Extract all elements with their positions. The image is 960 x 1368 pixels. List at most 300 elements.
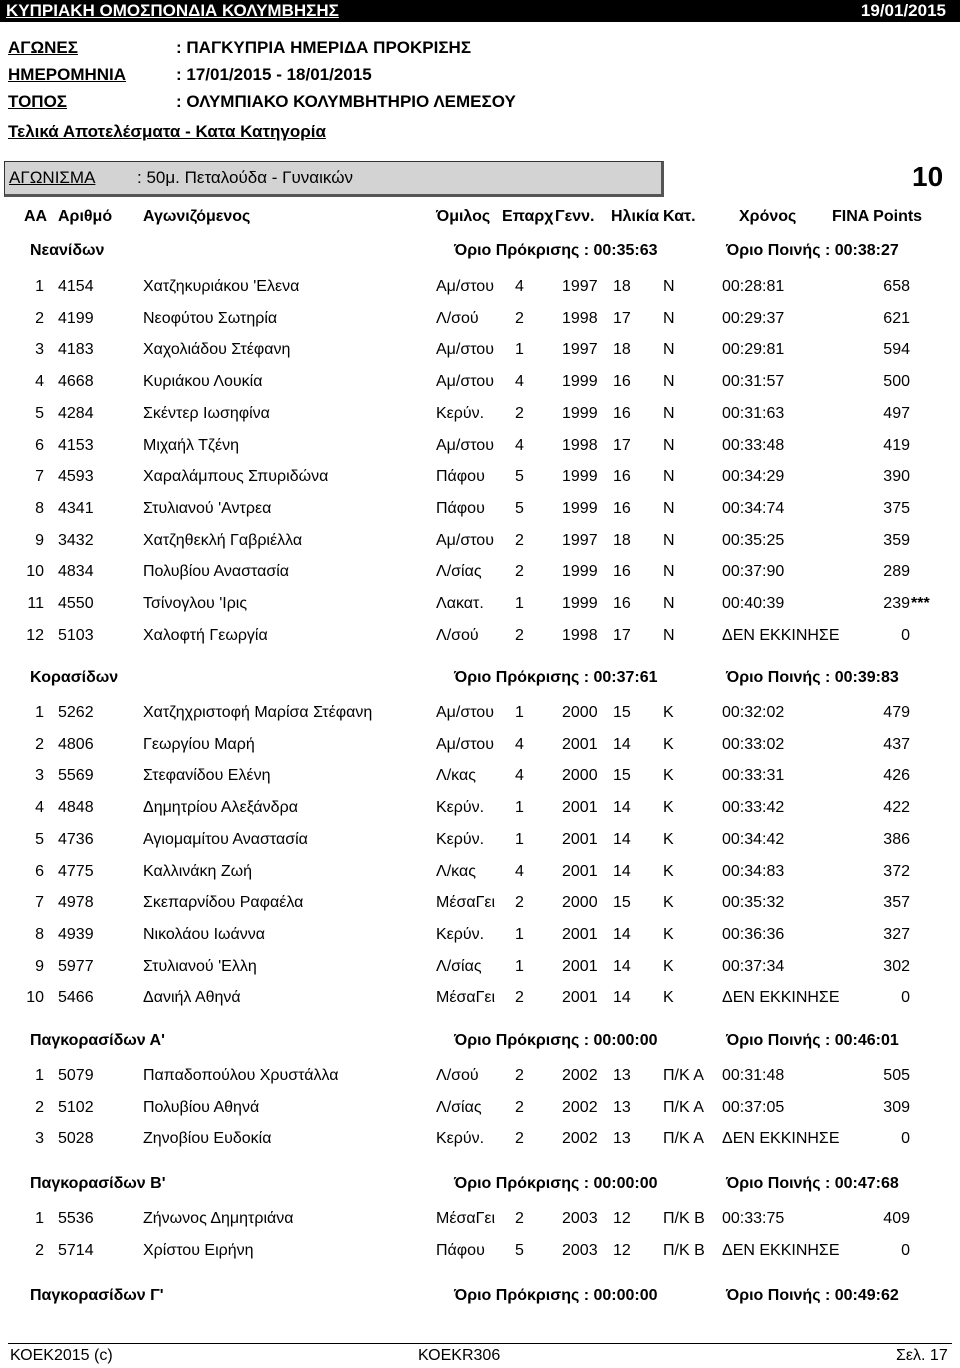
birth-year-cell: 2001: [562, 989, 598, 1007]
table-row: [0, 627, 960, 649]
club-cell: Λ/σίας: [436, 563, 482, 581]
points-cell: 327: [883, 925, 910, 943]
category-cell: Κ: [663, 989, 674, 1007]
club-cell: Αμ/στου: [436, 531, 494, 549]
category-cell: Κ: [663, 767, 674, 785]
rank-cell: 11: [27, 595, 44, 612]
penalty-limit: Όριο Ποινής : 00:46:01: [726, 1032, 899, 1049]
athlete-name-cell: Πολυβίου Αναστασία: [143, 563, 290, 581]
time-cell: ΔΕΝ ΕΚΚΙΝΗΣΕ: [722, 989, 840, 1007]
time-cell: 00:37:05: [722, 1098, 785, 1116]
col-age: Ηλικία: [611, 208, 660, 225]
points-cell: 359: [883, 531, 910, 549]
footer-copyright: ΚΟΕΚ2015 (c): [10, 1347, 113, 1364]
time-cell: 00:33:02: [722, 735, 785, 753]
rank-cell: 6: [35, 436, 44, 454]
athlete-id-cell: 5028: [58, 1130, 94, 1148]
col-club: Όμιλος: [436, 208, 491, 225]
col-category: Κατ.: [663, 208, 696, 225]
table-row: [0, 437, 960, 459]
table-row: [0, 595, 960, 617]
athlete-id-cell: 4183: [58, 341, 94, 359]
time-cell: 00:36:36: [722, 925, 785, 943]
rank-cell: 4: [35, 799, 44, 817]
age-cell: 18: [613, 341, 631, 359]
club-cell: Λ/σίας: [436, 1098, 482, 1116]
category-cell: Π/Κ Β: [663, 1210, 705, 1227]
athlete-name-cell: Στυλιανού 'Αντρεα: [143, 499, 272, 517]
category-cell: Ν: [663, 531, 675, 549]
category-cell: Κ: [663, 799, 674, 817]
table-row: [0, 704, 960, 726]
points-cell: 375: [883, 499, 910, 517]
athlete-id-cell: 4978: [58, 894, 94, 912]
category-cell: Κ: [663, 894, 674, 912]
athlete-name-cell: Χατζηκυριάκου 'Ελενα: [143, 278, 300, 295]
category-cell: Ν: [663, 278, 675, 295]
rank-cell: 8: [35, 925, 44, 943]
table-row: [0, 799, 960, 821]
birth-year-cell: 2001: [562, 830, 598, 848]
age-cell: 13: [613, 1130, 631, 1148]
athlete-name-cell: Κυριάκου Λουκία: [143, 373, 263, 391]
rank-cell: 3: [35, 1130, 44, 1148]
category-header: [0, 1032, 960, 1054]
rank-cell: 1: [35, 278, 44, 295]
birth-year-cell: 1997: [562, 531, 598, 549]
table-row: [0, 278, 960, 300]
athlete-id-cell: 3432: [58, 531, 94, 549]
time-cell: 00:34:83: [722, 862, 785, 880]
category-cell: Π/Κ Α: [663, 1130, 704, 1148]
athlete-id-cell: 5536: [58, 1210, 94, 1227]
points-cell: 0: [901, 626, 910, 644]
district-cell: 4: [515, 862, 524, 880]
table-row: [0, 310, 960, 332]
district-cell: 1: [515, 595, 524, 612]
birth-year-cell: 2003: [562, 1241, 598, 1259]
time-cell: ΔΕΝ ΕΚΚΙΝΗΣΕ: [722, 1130, 840, 1148]
print-date: 19/01/2015: [860, 1, 946, 20]
col-aa: ΑΑ: [24, 208, 48, 225]
birth-year-cell: 2001: [562, 862, 598, 880]
district-cell: 1: [515, 830, 524, 848]
athlete-id-cell: 5102: [58, 1098, 94, 1116]
rank-cell: 2: [35, 309, 44, 327]
club-cell: Πάφου: [436, 499, 485, 517]
club-cell: Αμ/στου: [436, 278, 494, 295]
rank-cell: 5: [35, 830, 44, 848]
category-cell: Ν: [663, 341, 675, 359]
age-cell: 16: [613, 468, 631, 486]
athlete-id-cell: 5262: [58, 704, 94, 721]
athlete-name-cell: Χατζηθεκλή Γαβριέλλα: [143, 531, 303, 549]
time-cell: 00:33:75: [722, 1210, 785, 1227]
meta-label: ΗΜΕΡΟΜΗΝΙΑ: [8, 65, 127, 84]
birth-year-cell: 1999: [562, 595, 598, 612]
time-cell: 00:35:25: [722, 531, 785, 549]
table-row: [0, 532, 960, 554]
category-cell: Κ: [663, 957, 674, 975]
category-cell: Π/Κ Α: [663, 1067, 704, 1084]
age-cell: 16: [613, 404, 631, 422]
points-cell: 372: [883, 862, 910, 880]
age-cell: 15: [613, 894, 631, 912]
athlete-name-cell: Χαραλάμπους Σπυριδώνα: [143, 468, 329, 486]
time-cell: 00:28:81: [722, 278, 785, 295]
category-cell: Ν: [663, 499, 675, 517]
club-cell: Αμ/στου: [436, 341, 494, 359]
club-cell: Πάφου: [436, 1241, 485, 1259]
organization-name: ΚΥΠΡΙΑΚΗ ΟΜΟΣΠΟΝΔΙΑ ΚΟΛΥΜΒΗΣΗΣ: [6, 1, 339, 20]
district-cell: 4: [515, 767, 524, 785]
table-row: [0, 1130, 960, 1152]
category-cell: Κ: [663, 704, 674, 721]
athlete-id-cell: 4834: [58, 563, 94, 581]
time-cell: 00:34:42: [722, 830, 785, 848]
points-cell: 289: [883, 563, 910, 581]
time-cell: 00:31:63: [722, 404, 785, 422]
table-row: [0, 1210, 960, 1232]
footer-page-number: Σελ. 17: [896, 1347, 948, 1364]
age-cell: 13: [613, 1067, 631, 1084]
club-cell: Αμ/στου: [436, 436, 494, 454]
table-row: [0, 958, 960, 980]
points-cell: 357: [883, 894, 910, 912]
rank-cell: 6: [35, 862, 44, 880]
age-cell: 14: [613, 735, 631, 753]
athlete-id-cell: 5079: [58, 1067, 94, 1084]
district-cell: 1: [515, 957, 524, 975]
athlete-id-cell: 4775: [58, 862, 94, 880]
points-cell: 437: [883, 735, 910, 753]
time-cell: 00:40:39: [722, 595, 785, 612]
age-cell: 14: [613, 989, 631, 1007]
rank-cell: 3: [35, 341, 44, 359]
athlete-name-cell: Δημητρίου Αλεξάνδρα: [143, 799, 298, 817]
age-cell: 13: [613, 1098, 631, 1116]
category-cell: Κ: [663, 830, 674, 848]
table-row: [0, 894, 960, 916]
rank-cell: 4: [35, 373, 44, 391]
club-cell: Πάφου: [436, 468, 485, 486]
athlete-name-cell: Στυλιανού 'Ελλη: [143, 957, 257, 975]
rank-cell: 10: [26, 989, 44, 1007]
district-cell: 2: [515, 1067, 524, 1084]
club-cell: Κερύν.: [436, 1130, 485, 1148]
category-name: Νεανίδων: [30, 242, 105, 259]
age-cell: 16: [613, 563, 631, 581]
table-row: [0, 863, 960, 885]
athlete-id-cell: 4806: [58, 735, 94, 753]
birth-year-cell: 1999: [562, 563, 598, 581]
points-cell: 0: [901, 989, 910, 1007]
time-cell: 00:34:74: [722, 499, 785, 517]
birth-year-cell: 2001: [562, 735, 598, 753]
district-cell: 2: [515, 989, 524, 1007]
club-cell: Κερύν.: [436, 799, 485, 817]
points-cell: 505: [883, 1067, 910, 1084]
birth-year-cell: 2000: [562, 894, 598, 912]
athlete-name-cell: Τσίνογλου 'Ιρις: [143, 595, 248, 612]
meta-value: : ΠΑΓΚΥΠΡΙΑ ΗΜΕΡΙΔΑ ΠΡΟΚΡΙΣΗΣ: [176, 38, 472, 57]
age-cell: 17: [613, 309, 631, 327]
table-row: [0, 500, 960, 522]
club-cell: Λ/κας: [436, 767, 476, 785]
birth-year-cell: 1999: [562, 373, 598, 391]
points-cell: 386: [883, 830, 910, 848]
table-row: [0, 831, 960, 853]
time-cell: 00:32:02: [722, 704, 785, 721]
club-cell: Λ/σού: [436, 1067, 479, 1084]
athlete-id-cell: 5466: [58, 989, 94, 1007]
report-subtitle: Τελικά Αποτελέσματα - Κατα Κατηγορία: [8, 122, 326, 141]
district-cell: 2: [515, 1130, 524, 1148]
birth-year-cell: 2000: [562, 704, 598, 721]
birth-year-cell: 2001: [562, 925, 598, 943]
time-cell: 00:31:57: [722, 373, 785, 391]
club-cell: ΜέσαΓει: [436, 989, 496, 1007]
age-cell: 17: [613, 626, 631, 644]
district-cell: 4: [515, 373, 524, 391]
time-cell: 00:35:32: [722, 894, 785, 912]
club-cell: Αμ/στου: [436, 735, 494, 753]
category-cell: Ν: [663, 404, 675, 422]
athlete-name-cell: Χατζηχριστοφή Μαρίσα Στέφανη: [143, 704, 373, 721]
athlete-name-cell: Ζήνωνος Δημητριάνα: [143, 1210, 294, 1227]
age-cell: 17: [613, 436, 631, 454]
category-cell: Ν: [663, 309, 675, 327]
time-cell: ΔΕΝ ΕΚΚΙΝΗΣΕ: [722, 626, 840, 644]
club-cell: ΜέσαΓει: [436, 894, 496, 912]
birth-year-cell: 1998: [562, 626, 598, 644]
age-cell: 16: [613, 373, 631, 391]
district-cell: 2: [515, 1098, 524, 1116]
district-cell: 5: [515, 1241, 524, 1259]
club-cell: Κερύν.: [436, 925, 485, 943]
points-cell: 390: [883, 468, 910, 486]
col-born: Γενν.: [555, 208, 595, 225]
athlete-id-cell: 5569: [58, 767, 94, 785]
club-cell: Λ/κας: [436, 862, 476, 880]
penalty-limit: Όριο Ποινής : 00:39:83: [726, 669, 899, 686]
district-cell: 2: [515, 626, 524, 644]
athlete-id-cell: 4668: [58, 373, 94, 391]
time-cell: 00:37:90: [722, 563, 785, 581]
age-cell: 15: [613, 767, 631, 785]
age-cell: 12: [613, 1210, 631, 1227]
category-cell: Ν: [663, 468, 675, 486]
time-cell: 00:34:29: [722, 468, 785, 486]
rank-cell: 12: [26, 626, 44, 644]
category-name: Παγκορασίδων Α': [30, 1032, 165, 1049]
meta-label: ΤΟΠΟΣ: [8, 92, 68, 111]
birth-year-cell: 2002: [562, 1130, 598, 1148]
birth-year-cell: 2002: [562, 1098, 598, 1116]
time-cell: 00:33:42: [722, 799, 785, 817]
points-cell: 419: [883, 436, 910, 454]
birth-year-cell: 1999: [562, 404, 598, 422]
district-cell: 1: [515, 341, 524, 359]
points-cell: 658: [883, 278, 910, 295]
athlete-name-cell: Καλλινάκη Ζωή: [143, 862, 253, 880]
event-label: ΑΓΩΝΙΣΜΑ: [9, 168, 96, 187]
time-cell: ΔΕΝ ΕΚΚΙΝΗΣΕ: [722, 1241, 840, 1259]
athlete-id-cell: 4341: [58, 499, 94, 517]
category-cell: Κ: [663, 925, 674, 943]
birth-year-cell: 1998: [562, 309, 598, 327]
birth-year-cell: 2000: [562, 767, 598, 785]
district-cell: 4: [515, 436, 524, 454]
athlete-name-cell: Χαχολιάδου Στέφανη: [143, 341, 291, 359]
points-cell: 594: [883, 341, 910, 359]
district-cell: 2: [515, 894, 524, 912]
rank-cell: 5: [35, 404, 44, 422]
age-cell: 14: [613, 799, 631, 817]
table-row: [0, 926, 960, 948]
points-cell: 239: [883, 595, 910, 612]
district-cell: 1: [515, 799, 524, 817]
club-cell: Κερύν.: [436, 404, 485, 422]
club-cell: ΜέσαΓει: [436, 1210, 496, 1227]
age-cell: 12: [613, 1241, 631, 1259]
category-name: Παγκορασίδων Γ': [30, 1287, 164, 1304]
table-row: [0, 405, 960, 427]
age-cell: 18: [613, 278, 631, 295]
birth-year-cell: 1997: [562, 278, 598, 295]
flag-cell: ***: [911, 595, 930, 612]
athlete-name-cell: Ζηνοβίου Ευδοκία: [143, 1130, 272, 1148]
points-cell: 426: [883, 767, 910, 785]
club-cell: Λ/σού: [436, 309, 479, 327]
birth-year-cell: 1997: [562, 341, 598, 359]
athlete-id-cell: 4939: [58, 925, 94, 943]
athlete-id-cell: 5714: [58, 1241, 94, 1259]
rank-cell: 2: [35, 735, 44, 753]
category-cell: Ν: [663, 595, 675, 612]
athlete-name-cell: Στεφανίδου Ελένη: [143, 767, 271, 785]
rank-cell: 2: [35, 1098, 44, 1116]
penalty-limit: Όριο Ποινής : 00:49:62: [726, 1287, 899, 1304]
rank-cell: 10: [26, 563, 44, 581]
district-cell: 2: [515, 531, 524, 549]
table-row: [0, 1067, 960, 1089]
athlete-name-cell: Παπαδοπούλου Χρυστάλλα: [143, 1067, 339, 1084]
category-name: Παγκορασίδων Β': [30, 1175, 166, 1192]
club-cell: Λακατ.: [436, 595, 484, 612]
col-points: FINA Points: [832, 208, 923, 225]
birth-year-cell: 2001: [562, 799, 598, 817]
meta-value: : ΟΛΥΜΠΙΑΚΟ ΚΟΛΥΜΒΗΤΗΡΙΟ ΛΕΜΕΣΟΥ: [176, 92, 516, 111]
athlete-id-cell: 4593: [58, 468, 94, 486]
qualifying-limit: Όριο Πρόκρισης : 00:00:00: [454, 1175, 658, 1192]
athlete-id-cell: 4550: [58, 595, 94, 612]
event-box: [4, 161, 664, 197]
qualifying-limit: Όριο Πρόκρισης : 00:37:61: [454, 669, 658, 686]
time-cell: 00:31:48: [722, 1067, 785, 1084]
table-row: [0, 767, 960, 789]
category-cell: Κ: [663, 735, 674, 753]
col-time: Χρόνος: [739, 208, 797, 225]
athlete-name-cell: Νεοφύτου Σωτηρία: [143, 309, 278, 327]
athlete-name-cell: Πολυβίου Αθηνά: [143, 1098, 260, 1116]
age-cell: 14: [613, 830, 631, 848]
table-row: [0, 341, 960, 363]
athlete-name-cell: Χρίστου Ειρήνη: [143, 1241, 254, 1259]
rank-cell: 9: [35, 531, 44, 549]
time-cell: 00:33:31: [722, 767, 785, 785]
points-cell: 621: [883, 309, 910, 327]
rank-cell: 7: [35, 468, 44, 486]
club-cell: Αμ/στου: [436, 704, 494, 721]
athlete-id-cell: 4848: [58, 799, 94, 817]
time-cell: 00:29:81: [722, 341, 785, 359]
rank-cell: 2: [35, 1241, 44, 1259]
meta-label: ΑΓΩΝΕΣ: [8, 38, 78, 57]
rank-cell: 1: [35, 704, 44, 721]
birth-year-cell: 2003: [562, 1210, 598, 1227]
athlete-name-cell: Χαλοφτή Γεωργία: [143, 626, 268, 644]
rank-cell: 7: [35, 894, 44, 912]
club-cell: Λ/σού: [436, 626, 479, 644]
time-cell: 00:29:37: [722, 309, 785, 327]
table-row: [0, 563, 960, 585]
category-header: [0, 669, 960, 691]
athlete-name-cell: Δανιήλ Αθηνά: [143, 989, 241, 1007]
birth-year-cell: 1999: [562, 499, 598, 517]
footer-divider: [8, 1343, 952, 1344]
rank-cell: 3: [35, 767, 44, 785]
athlete-id-cell: 4736: [58, 830, 94, 848]
athlete-name-cell: Σκεπαρνίδου Ραφαέλα: [143, 894, 304, 912]
category-cell: Ν: [663, 563, 675, 581]
district-cell: 4: [515, 278, 524, 295]
category-cell: Π/Κ Α: [663, 1098, 704, 1116]
athlete-id-cell: 4284: [58, 404, 94, 422]
athlete-id-cell: 4154: [58, 278, 94, 295]
birth-year-cell: 1999: [562, 468, 598, 486]
district-cell: 5: [515, 499, 524, 517]
points-cell: 0: [901, 1241, 910, 1259]
event-number: 10: [912, 161, 944, 192]
age-cell: 16: [613, 499, 631, 517]
points-cell: 0: [901, 1130, 910, 1148]
athlete-id-cell: 5103: [58, 626, 94, 644]
category-cell: Ν: [663, 626, 675, 644]
table-row: [0, 373, 960, 395]
athlete-name-cell: Γεωργίου Μαρή: [143, 735, 255, 753]
club-cell: Κερύν.: [436, 830, 485, 848]
penalty-limit: Όριο Ποινής : 00:47:68: [726, 1175, 899, 1192]
meta-value: : 17/01/2015 - 18/01/2015: [176, 65, 372, 84]
athlete-id-cell: 4153: [58, 436, 94, 454]
points-cell: 479: [883, 704, 910, 721]
table-row: [0, 1099, 960, 1121]
category-cell: Κ: [663, 862, 674, 880]
category-name: Κορασίδων: [30, 669, 119, 686]
athlete-id-cell: 5977: [58, 957, 94, 975]
district-cell: 2: [515, 309, 524, 327]
category-header: [0, 242, 960, 264]
points-cell: 500: [883, 373, 910, 391]
table-row: [0, 989, 960, 1011]
birth-year-cell: 2001: [562, 957, 598, 975]
rank-cell: 1: [35, 1210, 44, 1227]
qualifying-limit: Όριο Πρόκρισης : 00:35:63: [454, 242, 658, 259]
district-cell: 2: [515, 404, 524, 422]
district-cell: 5: [515, 468, 524, 486]
col-number: Αριθμό: [58, 208, 113, 225]
